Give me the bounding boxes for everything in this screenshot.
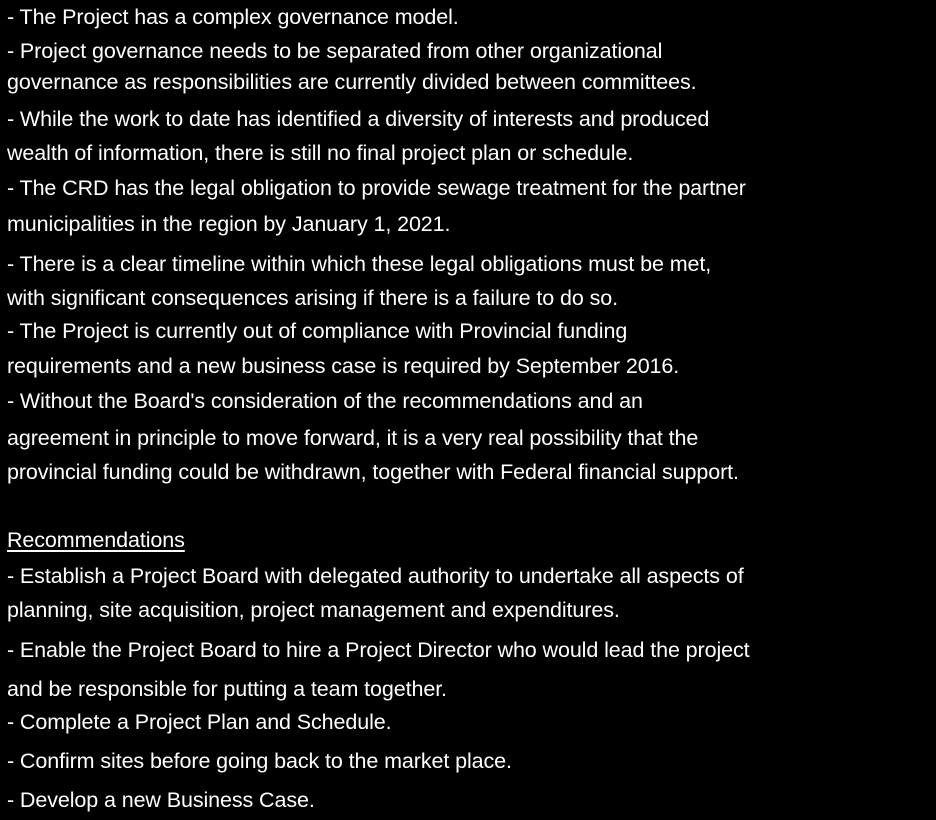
recommendations-heading: Recommendations bbox=[7, 528, 185, 552]
finding-line: - The Project has a complex governance model. bbox=[7, 5, 459, 29]
finding-line: - Without the Board's consideration of the recommendations and an bbox=[7, 389, 643, 413]
recommendation-line: - Confirm sites before going back to the market place. bbox=[7, 749, 512, 773]
finding-line: provincial funding could be withdrawn, together with Federal financial support. bbox=[7, 460, 739, 484]
finding-line: municipalities in the region by January 1, 2021. bbox=[7, 212, 451, 236]
recommendation-line: - Complete a Project Plan and Schedule. bbox=[7, 710, 392, 734]
finding-line: wealth of information, there is still no final project plan or schedule. bbox=[7, 141, 634, 165]
finding-line: requirements and a new business case is required by September 2016. bbox=[7, 354, 680, 378]
recommendation-line: planning, site acquisition, project management and expenditures. bbox=[7, 598, 620, 622]
finding-line: governance as responsibilities are currently divided between committees. bbox=[7, 70, 697, 94]
recommendation-line: - Develop a new Business Case. bbox=[7, 788, 315, 812]
finding-line: - While the work to date has identified a diversity of interests and produced bbox=[7, 107, 710, 131]
finding-line: agreement in principle to move forward, it is a very real possibility that the bbox=[7, 426, 699, 450]
finding-line: - There is a clear timeline within which these legal obligations must be met, bbox=[7, 252, 712, 276]
finding-line: - The CRD has the legal obligation to provide sewage treatment for the partner bbox=[7, 176, 746, 200]
finding-line: with significant consequences arising if there is a failure to do so. bbox=[7, 286, 618, 310]
finding-line: - The Project is currently out of compliance with Provincial funding bbox=[7, 319, 628, 343]
recommendation-line: and be responsible for putting a team together. bbox=[7, 677, 447, 701]
finding-line: - Project governance needs to be separated from other organizational bbox=[7, 39, 663, 63]
recommendation-line: - Enable the Project Board to hire a Project Director who would lead the project bbox=[7, 638, 750, 662]
recommendation-line: - Establish a Project Board with delegated authority to undertake all aspects of bbox=[7, 564, 744, 588]
